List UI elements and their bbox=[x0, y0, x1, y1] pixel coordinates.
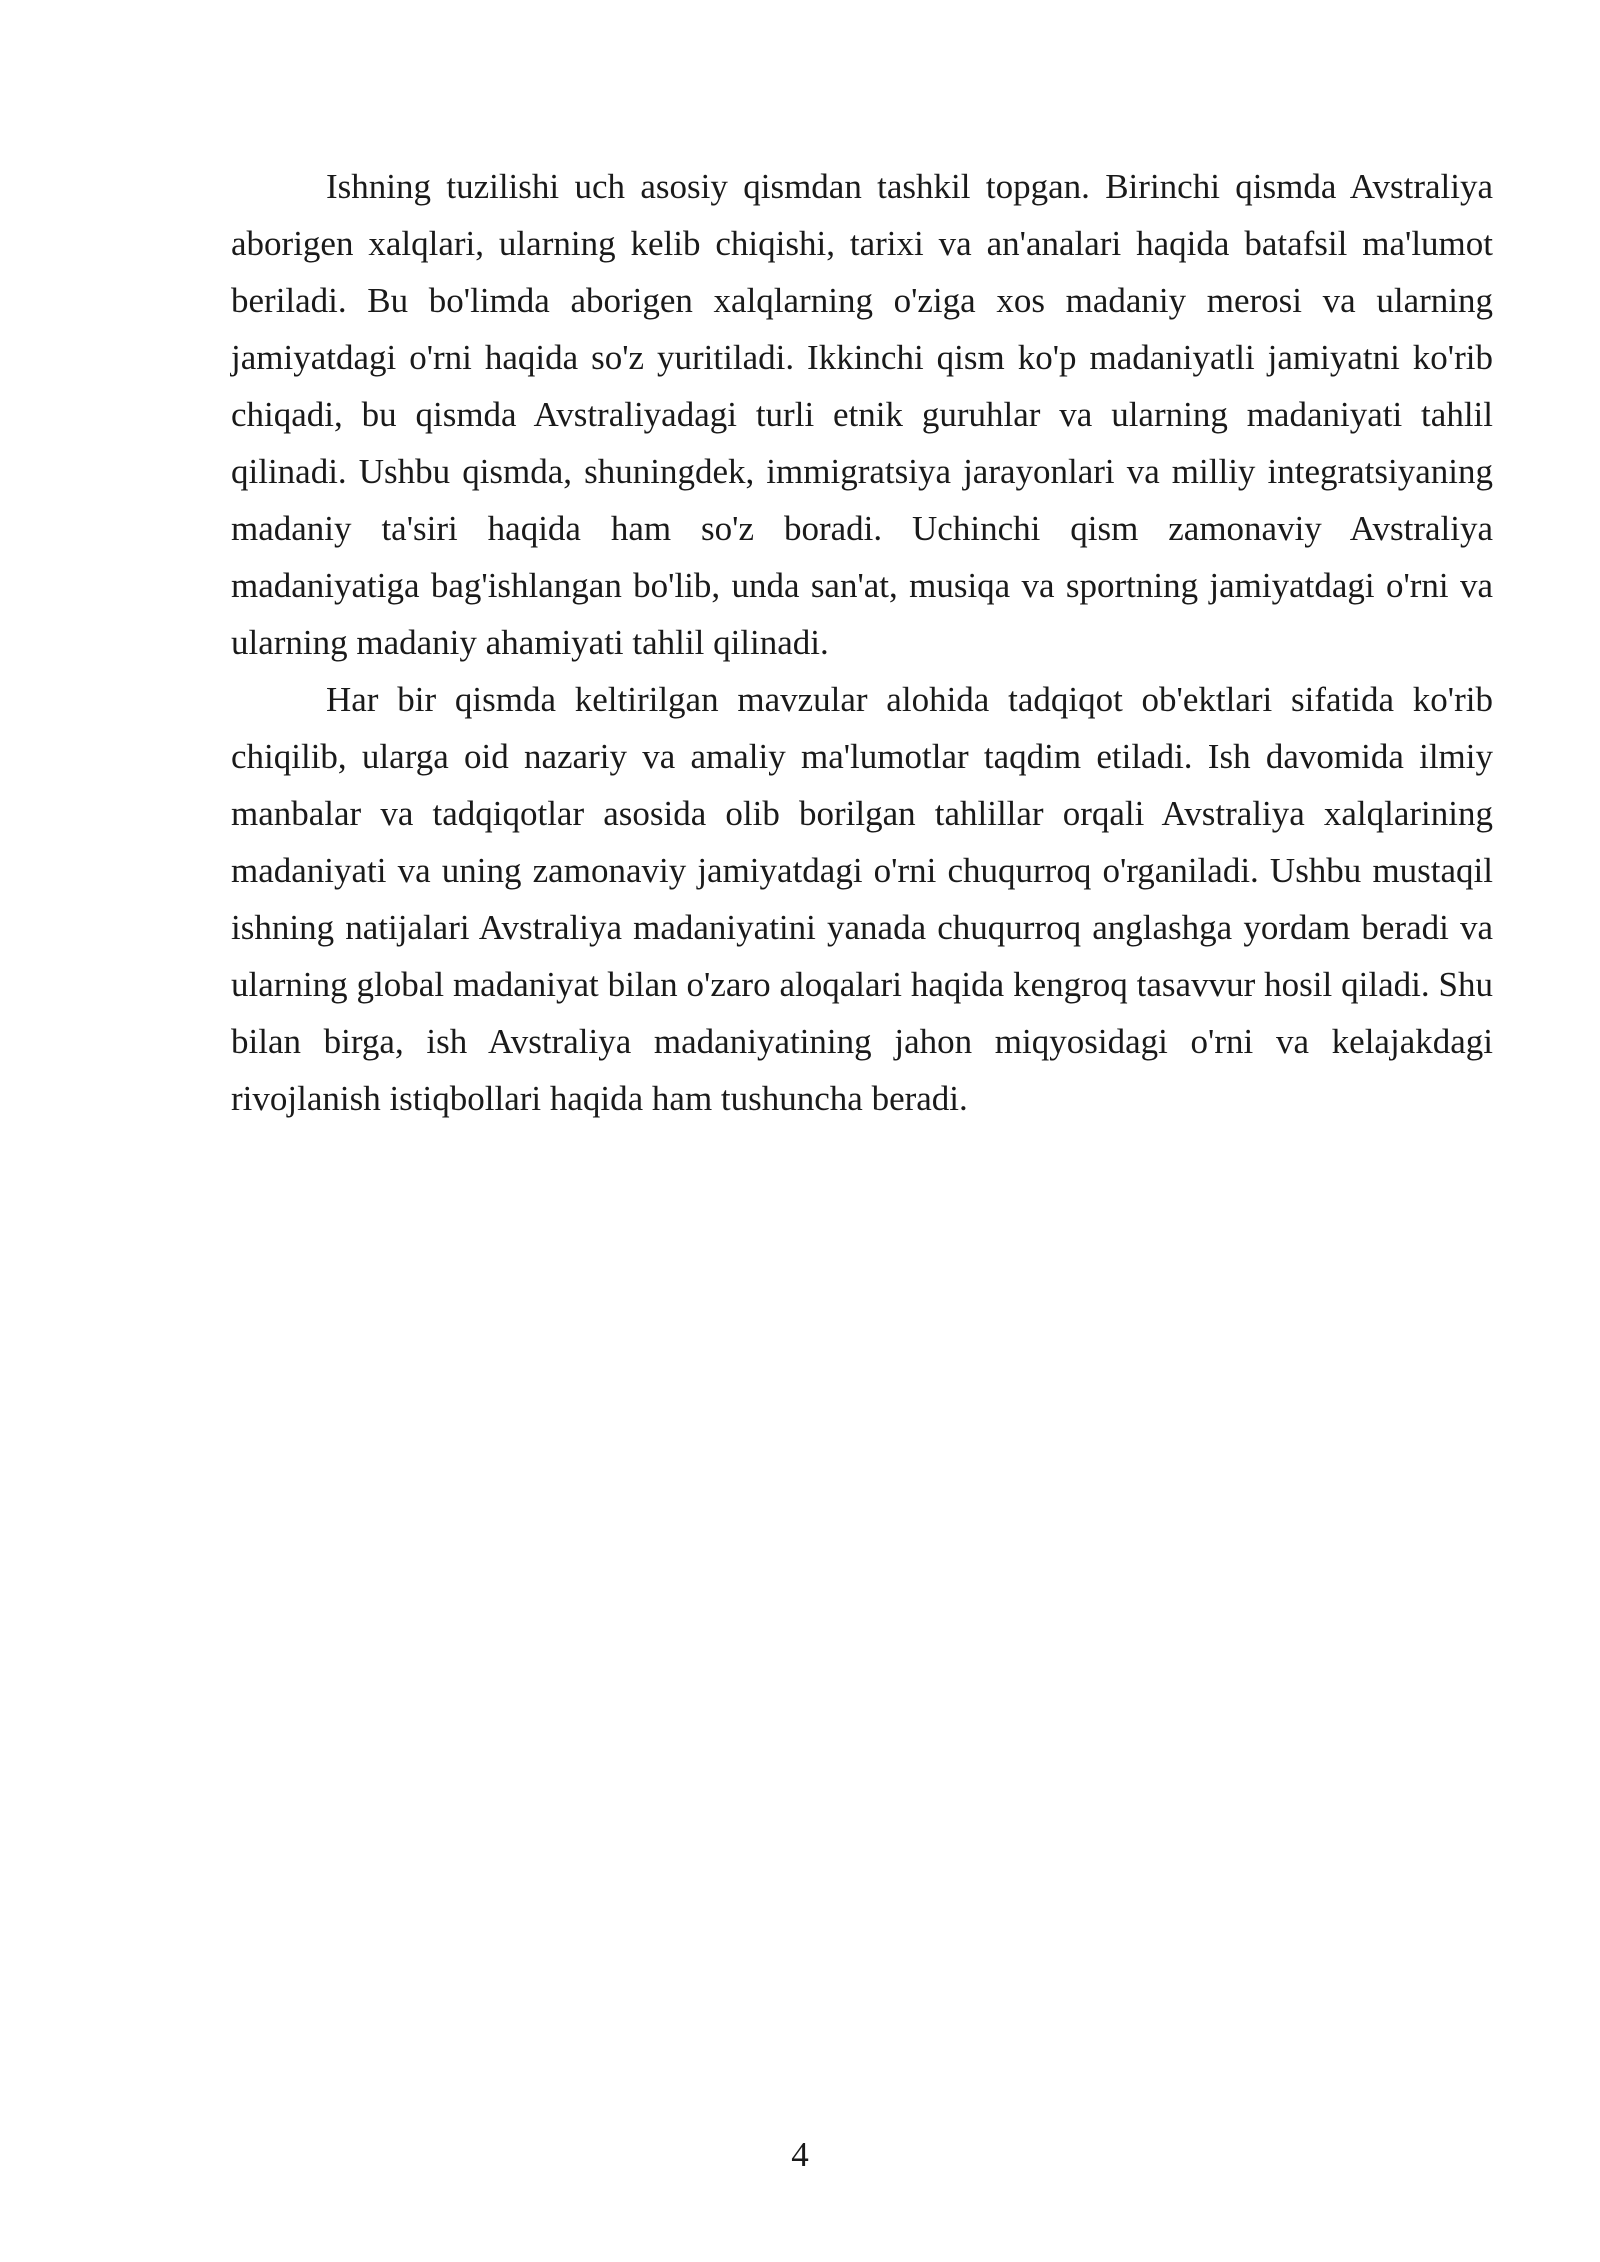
page-number: 4 bbox=[791, 2135, 809, 2174]
paragraph-topics: Har bir qismda keltirilgan mavzular alohida tadqiqot ob'ektlari sifatida ko'rib chiqilib, ularga oid nazariy va amaliy ma'lumotlar taqdim etiladi. Ish davomida ilmiy manbalar va tadqiqotlar asosida olib borilgan tahlillar orqali Avstraliya xalqlarining madaniyati va uning zamonaviy jamiyatdagi o'rni chuqurroq o'rganiladi. Ushbu mustaqil ishning natijalari Avstraliya madaniyatini yanada chuqurroq anglashga yordam beradi va ularning global madaniyat bilan o'zaro aloqalari haqida kengroq tasavvur hosil qiladi. Shu bilan birga, ish Avstraliya madaniyatining jahon miqyosidagi o'rni va kelajakdagi rivojlanish istiqbollari haqida ham tushuncha beradi. bbox=[231, 680, 1493, 1118]
paragraph-structure: Ishning tuzilishi uch asosiy qismdan tashkil topgan. Birinchi qismda Avstraliya aborigen xalqlari, ularning kelib chiqishi, tarixi va an'analari haqida batafsil ma'lumot beriladi. Bu bo'limda aborigen xalqlarning o'ziga xos madaniy merosi va ularning jamiyatdagi o'rni haqida so'z yuritiladi. Ikkinchi qism ko'p madaniyatli jamiyatni ko'rib chiqadi, bu qismda Avstraliyadagi turli etnik guruhlar va ularning madaniyati tahlil qilinadi. Ushbu qismda, shuningdek, immigratsiya jarayonlari va milliy integratsiyaning madaniy ta'siri haqida ham so'z boradi. Uchinchi qism zamonaviy Avstraliya madaniyatiga bag'ishlangan bo'lib, unda san'at, musiqa va sportning jamiyatdagi o'rni va ularning madaniy ahamiyati tahlil qilinadi. bbox=[231, 167, 1493, 662]
body-text bbox=[231, 158, 1493, 1127]
